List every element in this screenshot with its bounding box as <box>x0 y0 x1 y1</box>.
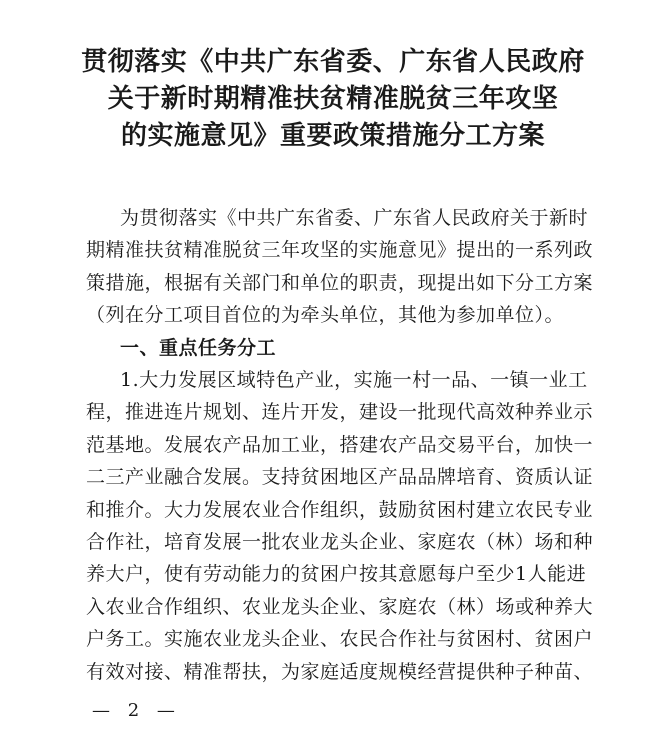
title-line-2: 关于新时期精准扶贫精准脱贫三年攻坚 <box>107 84 559 114</box>
item1-line: 入农业合作组织、农业龙头企业、家庭农（林）场或种养大 <box>86 595 594 618</box>
document-body <box>86 202 621 688</box>
section-heading: 一、重点任务分工 <box>120 336 277 359</box>
intro-line: 策措施，根据有关部门和单位的职责，现提出如下分工方案 <box>86 271 594 294</box>
title-line-1: 贯彻落实《中共广东省委、广东省人民政府 <box>81 47 585 77</box>
document-title <box>0 44 666 155</box>
item1-line: 有效对接、精准帮扶，为家庭适度规模经营提供种子种苗、 <box>86 660 594 683</box>
item1-line: 合作社，培育发展一批农业龙头企业、家庭农（林）场和种 <box>86 531 594 554</box>
page-number: — 2 — <box>92 700 181 721</box>
item1-line: 1.大力发展区域特色产业，实施一村一品、一镇一业工 <box>120 369 588 392</box>
item1-line: 养大户，使有劳动能力的贫困户按其意愿每户至少1人能进 <box>86 563 587 586</box>
item1-line: 范基地。发展农产品加工业，搭建农产品交易平台，加快一 <box>86 433 594 456</box>
intro-line: （列在分工项目首位的为牵头单位，其他为参加单位）。 <box>86 304 565 327</box>
item1-line: 程，推进连片规划、连片开发，建设一批现代高效种养业示 <box>86 401 594 424</box>
item1-line: 二三产业融合发展。支持贫困地区产品品牌培育、资质认证 <box>86 466 594 489</box>
intro-line: 期精准扶贫精准脱贫三年攻坚的实施意见》提出的一系列政 <box>86 239 594 262</box>
title-line-3: 的实施意见》重要政策措施分工方案 <box>120 121 545 151</box>
item1-line: 户务工。实施农业龙头企业、农民合作社与贫困村、贫困户 <box>86 628 594 651</box>
item1-line: 和推介。大力发展农业合作组织，鼓励贫困村建立农民专业 <box>86 498 594 521</box>
intro-line: 为贯彻落实《中共广东省委、广东省人民政府关于新时 <box>120 207 589 229</box>
